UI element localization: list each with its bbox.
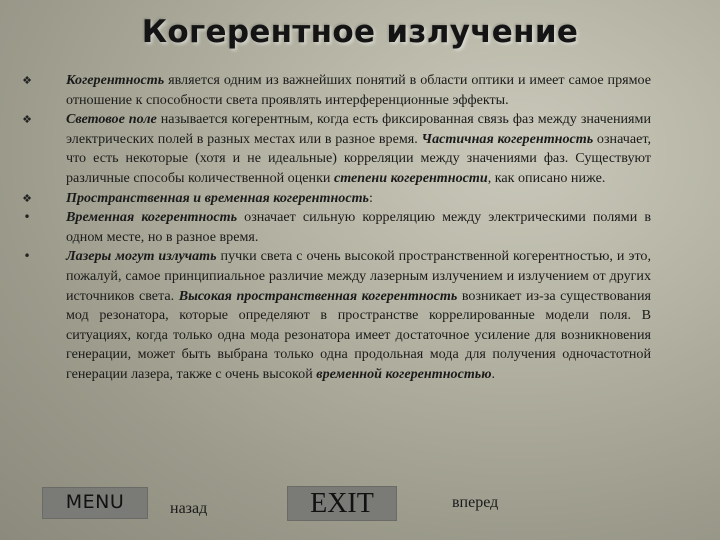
term-temporal-coherence-end: временной когерентностью [316,365,492,382]
paragraph-lasers [23,247,652,384]
term-partial-coherence: Частичная когерентность [421,130,594,147]
paragraph-text: означает сильную корреляцию между электрическими полями в одном месте, но в разное время. [66,209,651,245]
paragraph-text: называется когерентным, когда есть фиксированная связь фаз между значениями электрических полей в разных местах или в разное время. [66,111,651,147]
diamond-bullet-icon: ❖ [22,74,32,87]
diamond-bullet-icon: ❖ [22,191,32,205]
forward-link[interactable]: вперед [452,494,499,511]
slide-title: Когерентное излучение [141,14,579,50]
paragraph-text: возникает из-за существования мод резонатора, которые определяют в пространстве коррелированные модели поля. В ситуациях, когда только одна мода резонатора имеет достаточное усиление для возникновения генерации, может быть выбрана только одна продольная мода для получения одночастотной генерации лазера, также с очень высокой [66,287,651,382]
term-spatial-temporal-coherence: Пространственная и временная когерентность [66,189,370,206]
dot-bullet-icon: • [23,210,31,225]
paragraph-text: , как описано ниже. [487,169,606,186]
paragraph-text: пучки света с очень высокой пространственной когерентностью, и это, пожалуй, самое принципиальное различие между лазерным излучением и излучением от других источников света. [66,248,652,304]
term-light-field: Световое поле [66,111,157,128]
term-high-spatial-coherence: Высокая пространственная когерентность [178,287,458,304]
menu-button[interactable]: MENU [42,487,148,519]
paragraph-text: означает, что есть некоторые (хотя и не идеальные) корреляции между значениями фаз. Существуют различные способы количественной оценки [66,130,652,186]
paragraph-temporal [23,208,651,247]
paragraph-text: является одним из важнейших понятий в области оптики и имеет самое прямое отношение к способности света проявлять интерференционные эффекты. [66,72,651,108]
paragraph-spatial-temporal [22,189,651,209]
term-coherence: Когерентность [66,72,165,88]
term-temporal-coherence: Временная когерентность [66,209,238,226]
term-lasers: Лазеры могут излучать [66,248,217,265]
diamond-bullet-icon: ❖ [22,113,32,127]
dot-bullet-icon: • [23,249,31,264]
term-degree-of-coherence: степени когерентности [334,169,488,186]
paragraph-text: : [369,189,373,206]
paragraph-coherence [22,71,651,110]
slide-body [22,71,652,385]
back-link[interactable]: назад [170,500,208,517]
exit-button[interactable]: EXIT [287,486,397,521]
paragraph-light-field [22,110,652,188]
paragraph-text: . [491,365,496,382]
